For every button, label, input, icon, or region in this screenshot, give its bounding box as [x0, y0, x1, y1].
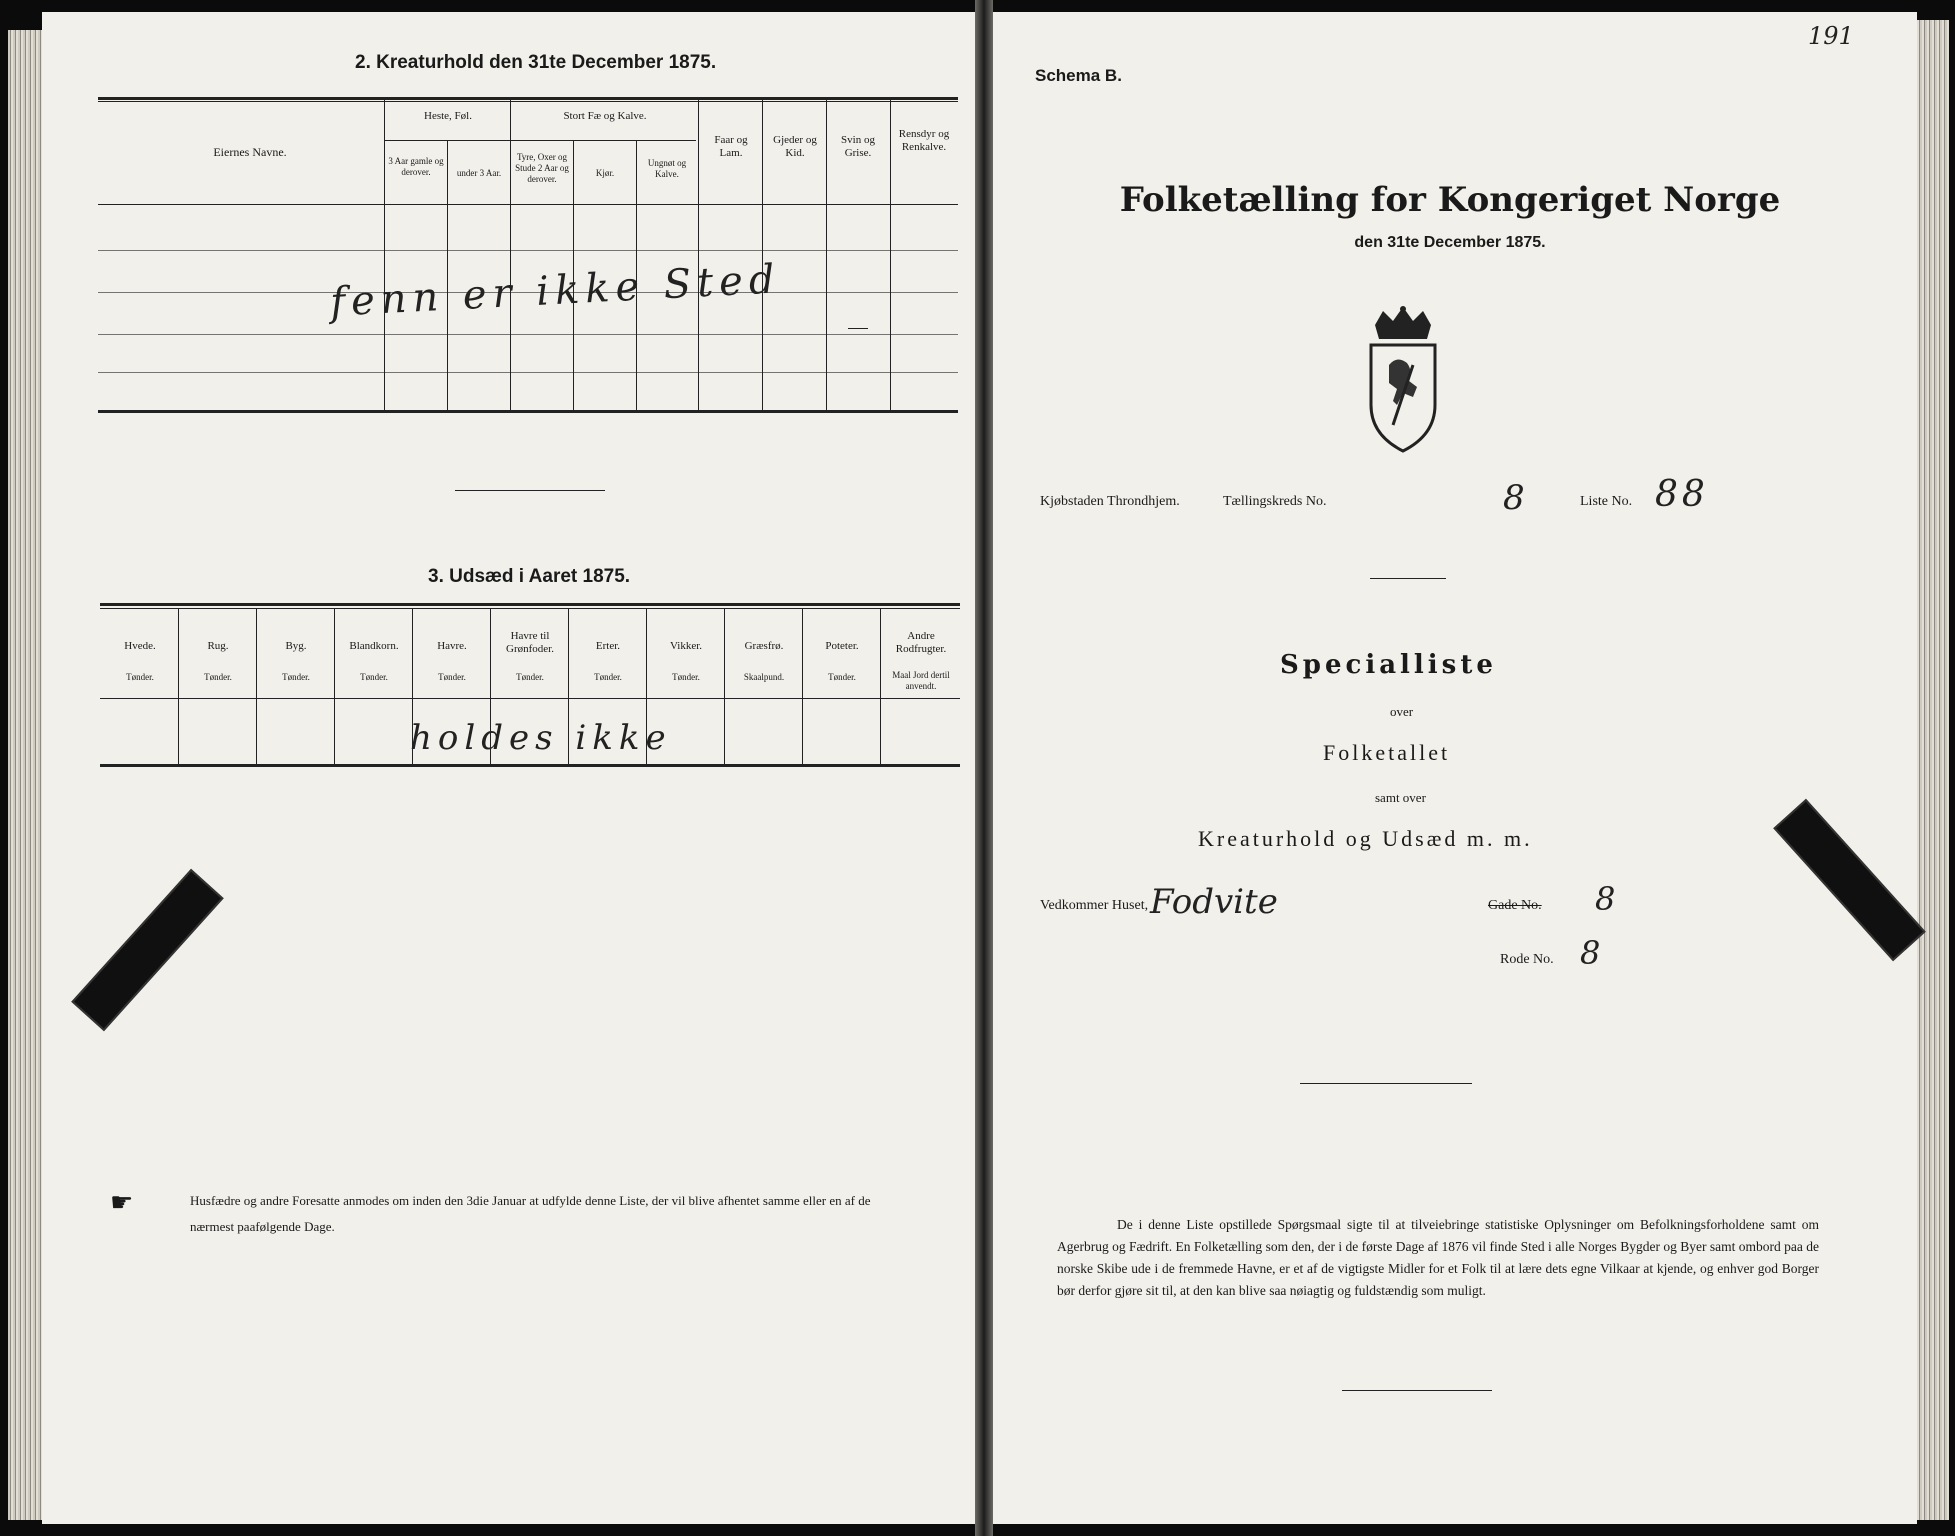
seed-col-6-name: Erter.: [595, 640, 621, 652]
horses-old-header: 3 Aar gamle og derover.: [388, 156, 444, 177]
seed-col-3-unit: Tønder.: [360, 672, 388, 682]
samt-over-text: samt over: [1375, 790, 1426, 805]
list-value: 88: [1655, 474, 1709, 515]
cattle-young-header: Ungnøt og Kalve.: [647, 158, 687, 179]
table2-subheader-rule: [384, 140, 696, 141]
table3-col-rule: [178, 608, 179, 764]
seed-col-5-name: Havre til Grønfoder.: [506, 630, 554, 655]
folketallet-text: Folketallet: [1323, 740, 1451, 765]
seed-col-2-name: Byg.: [285, 640, 307, 652]
section2-title: 2. Kreaturhold den 31te December 1875.: [355, 52, 717, 73]
city-label: Kjøbstaden Throndhjem.: [1040, 494, 1180, 509]
table2-row-rule: [98, 372, 958, 373]
table2-top-rule: [98, 97, 958, 100]
col-owner-header: Eiernes Navne.: [213, 145, 287, 159]
section-divider: [455, 490, 605, 491]
page-edges-left: [8, 30, 42, 1520]
seed-col-10-unit: Maal Jord dertil anvendt.: [892, 670, 950, 691]
table2-top-rule2: [98, 101, 958, 102]
seed-col-1-name: Rug.: [207, 640, 229, 652]
divider-bottom: [1342, 1390, 1492, 1391]
seed-col-8-name: Græsfrø.: [744, 640, 784, 652]
seed-col-7-unit: Tønder.: [672, 672, 700, 682]
section3-title: 3. Udsæd i Aaret 1875.: [428, 566, 631, 587]
table2-row-rule: [98, 250, 958, 251]
table3-top-rule2: [100, 608, 960, 609]
kreaturhold-text: Kreaturhold og Udsæd m. m.: [1198, 826, 1533, 851]
group-horses-header: Heste, Føl.: [424, 110, 472, 122]
rode-value: 8: [1580, 934, 1601, 972]
table3-col-rule: [724, 608, 725, 764]
cattle-bulls-header: Tyre, Oxer og Stude 2 Aar og derover.: [515, 152, 569, 184]
table2-col-rule: [698, 100, 699, 410]
seed-col-0-unit: Tønder.: [126, 672, 154, 682]
page-edges-right: [1917, 20, 1949, 1520]
sheep-header: Faar og Lam.: [714, 134, 748, 159]
table2-col-rule: [762, 100, 763, 410]
divider-short: [1370, 578, 1446, 579]
page-number: 191: [1808, 22, 1854, 50]
cattle-cows-header: Kjør.: [595, 168, 615, 178]
seed-col-9-unit: Tønder.: [828, 672, 856, 682]
house-value: Fodvite: [1150, 882, 1278, 922]
seed-col-5-unit: Tønder.: [516, 672, 544, 682]
seed-col-4-unit: Tønder.: [438, 672, 466, 682]
handwritten-entry-seed: holdes ikke: [410, 718, 672, 758]
table2-col-rule: [826, 100, 827, 410]
district-label: Tællingskreds No.: [1223, 494, 1327, 509]
seed-col-4-name: Havre.: [437, 640, 467, 652]
specialliste-title: Specialliste: [1280, 650, 1497, 680]
reindeer-header: Rensdyr og Renkalve.: [898, 128, 950, 153]
table3-bottom-rule: [100, 764, 960, 767]
table2-col-rule: [510, 100, 511, 410]
goats-header: Gjeder og Kid.: [773, 134, 817, 159]
seed-col-10-name: Andre Rodfrugter.: [895, 630, 947, 655]
table3-top-rule: [100, 603, 960, 606]
table3-col-rule: [334, 608, 335, 764]
table3-col-rule: [880, 608, 881, 764]
table2-col-rule: [384, 100, 385, 410]
group-cattle-header: Stort Fæ og Kalve.: [563, 110, 647, 122]
book-gutter: [975, 0, 993, 1536]
main-heading: Folketælling for Kongeriget Norge: [1119, 180, 1781, 220]
rode-label: Rode No.: [1500, 952, 1554, 967]
table3-col-rule: [256, 608, 257, 764]
dash-mark: [848, 328, 868, 329]
coat-of-arms-icon: [1363, 305, 1443, 455]
table2-header-rule: [98, 204, 958, 205]
table3-header-rule: [100, 698, 960, 699]
explanatory-paragraph: De i denne Liste opstillede Spørgsmaal sigte til at tilveiebringe statistiske Oplysninger om Befolkningsforholdene samt om Agerbrug og Fædrift. En Folketælling som den, der i de første Dage af 1876 vil finde Sted i alle Norges Bygder og Byer samt ombord paa de norske Skibe ude i de fremmede Havne, er et af de vigtigste Midler for et Folk til at lære dets egne Vilkaar at kjende, og enhver god Borger bør derfor gjøre sit til, at den kan blive saa nøiagtig og fuldstændig som muligt.: [1057, 1217, 1819, 1298]
handwritten-entry-livestock: fenn er ikke Sted: [329, 256, 782, 326]
seed-col-2-unit: Tønder.: [282, 672, 310, 682]
table3-col-rule: [802, 608, 803, 764]
district-value: 8: [1503, 478, 1525, 518]
pigs-header: Svin og Grise.: [841, 134, 875, 159]
seed-col-7-name: Vikker.: [669, 640, 703, 652]
seed-col-3-name: Blandkorn.: [349, 640, 399, 652]
seed-col-8-unit: Skaalpund.: [743, 672, 785, 682]
seed-col-1-unit: Tønder.: [204, 672, 232, 682]
gade-label: Gade No.: [1488, 898, 1542, 913]
gade-value: 8: [1595, 880, 1616, 918]
house-label: Vedkommer Huset,: [1040, 898, 1149, 913]
seed-col-9-name: Poteter.: [825, 640, 859, 652]
footnote: Husfædre og andre Foresatte anmodes om inden den 3die Januar at udfylde denne Liste, der vil blive afhentet samme eller en af de nærmest paafølgende Dage.: [190, 1193, 871, 1234]
horses-young-header: under 3 Aar.: [456, 168, 502, 178]
left-page: [42, 12, 982, 1524]
table2-row-rule: [98, 334, 958, 335]
pointing-hand-icon: ☛: [110, 1188, 134, 1217]
divider-medium: [1300, 1083, 1472, 1084]
list-label: Liste No.: [1580, 494, 1633, 509]
table2-bottom-rule: [98, 410, 958, 413]
over-text: over: [1390, 704, 1414, 719]
seed-col-0-name: Hvede.: [124, 640, 156, 652]
heading-date: den 31te December 1875.: [1354, 234, 1546, 251]
seed-col-6-unit: Tønder.: [594, 672, 622, 682]
schema-label: Schema B.: [1035, 66, 1122, 85]
